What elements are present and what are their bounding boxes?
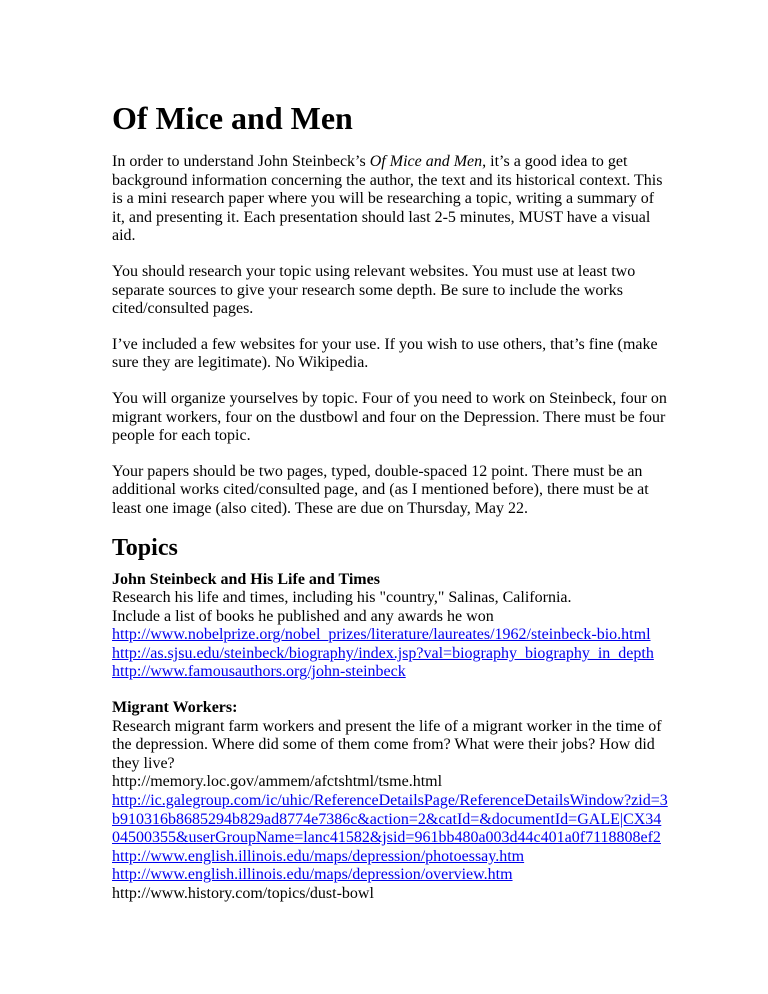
sjsu-steinbeck-link[interactable]: http://as.sjsu.edu/steinbeck/biography/index.jsp?val=biography_biography_in_depth <box>112 644 654 662</box>
document-title: Of Mice and Men <box>112 100 353 136</box>
illinois-photoessay-link[interactable]: http://www.english.illinois.edu/maps/depression/photoessay.htm <box>112 847 525 865</box>
topic-title: Migrant Workers: <box>112 699 238 717</box>
illinois-overview-link[interactable]: http://www.english.illinois.edu/maps/depression/overview.htm <box>112 866 513 884</box>
websites-paragraph: I’ve included a few websites for your use. If you wish to use others, that’s fine (make sure they are legitimate). No Wikipedia. <box>112 335 658 372</box>
topic-description-line: Include a list of books he published and any awards he won <box>112 607 494 625</box>
famousauthors-link[interactable]: http://www.famousauthors.org/john-steinbeck <box>112 663 406 681</box>
sources-paragraph: You should research your topic using relevant websites. You must use at least two separate sources to give your research some depth. Be sure to include the works cited/consulted pages. <box>112 262 636 318</box>
requirements-paragraph: Your papers should be two pages, typed, double-spaced 12 point. There must be an additional works cited/consulted page, and (as I mentioned before), there must be at least one image (also cited). These are due on Thursday, May 22. <box>112 462 649 517</box>
topic-description-line: Research his life and times, including his "country," Salinas, California. <box>112 589 572 607</box>
topic-title: John Steinbeck and His Life and Times <box>112 570 380 588</box>
intro-text-end: , it’s a good idea to get background information concerning the author, the text and its historical context. This is a mini research paper where you will be researching a topic, writing a summary of it, and presenting it. Each presentation should last 2-5 minutes, MUST have a visual aid. <box>112 153 663 245</box>
intro-text-start: In order to understand John Steinbeck’s <box>112 153 370 170</box>
loc-memory-url: http://memory.loc.gov/ammem/afctshtml/tsme.html <box>112 773 443 791</box>
intro-paragraph <box>112 153 668 246</box>
topic-migrant-workers <box>112 699 668 904</box>
nobelprize-link[interactable]: http://www.nobelprize.org/nobel_prizes/literature/laureates/1962/steinbeck-bio.html <box>112 626 651 644</box>
topics-heading: Topics <box>112 534 178 561</box>
organize-paragraph: You will organize yourselves by topic. Four of you need to work on Steinbeck, four on migrant workers, four on the dustbowl and four on the Depression. There must be four people for each topic. <box>112 389 667 445</box>
intro-book-title: Of Mice and Men <box>369 153 483 170</box>
topic-description-line: Research migrant farm workers and present the life of a migrant worker in the time of the depression. Where did some of them come from? What were their jobs? How did they live? <box>112 717 662 772</box>
history-dustbowl-url: http://www.history.com/topics/dust-bowl <box>112 885 374 902</box>
galegroup-link[interactable]: http://ic.galegroup.com/ic/uhic/ReferenceDetailsPage/ReferenceDetailsWindow?zid=3b910316b8685294b829ad8774e7386c&action=2&catId=&documentId=GALE|CX3404500355&userGroupName=lanc41582&jsid=961bb480a003d44c401a0f7118808ef2 <box>112 792 668 847</box>
topic-steinbeck <box>112 571 668 683</box>
